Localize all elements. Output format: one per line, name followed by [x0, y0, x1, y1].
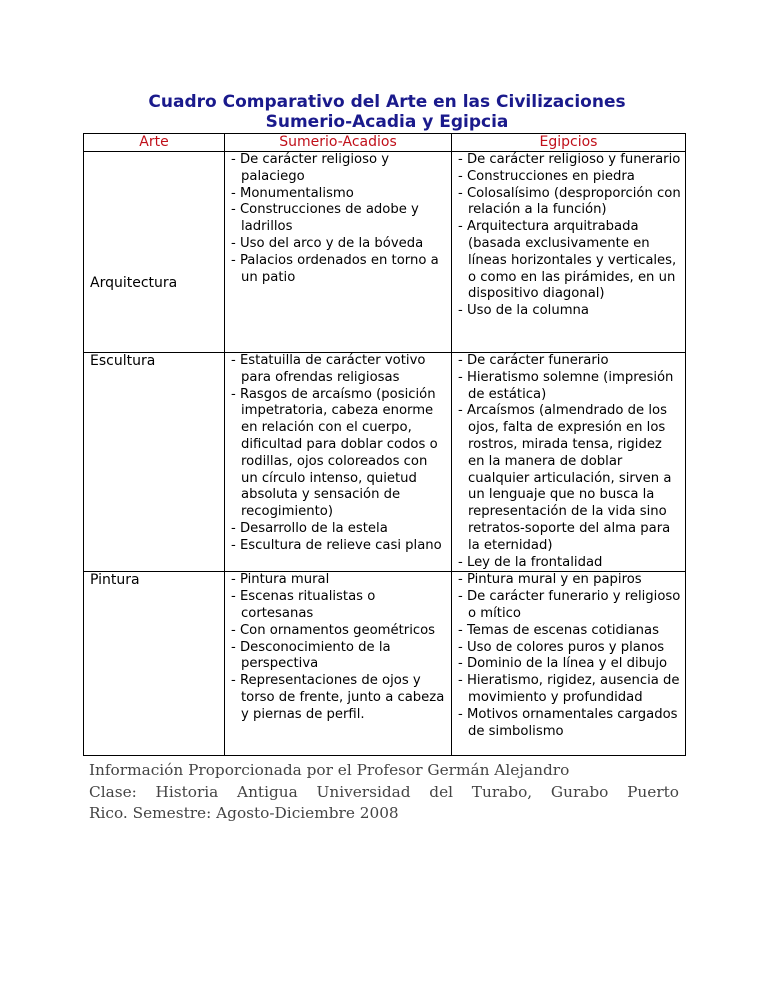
list-item: - Colosalísimo (desproporción con relación a la función) [458, 185, 681, 218]
document-title-line-2: Sumerio-Acadia y Egipcia [265, 112, 509, 132]
row-label-arquitectura [84, 152, 225, 353]
row-label-text: Escultura [90, 353, 156, 369]
cell-egipcios-pintura [452, 572, 686, 756]
list-item: - Pintura mural [231, 572, 330, 588]
list-item: - Hieratismo solemne (impresión de estática) [458, 369, 674, 402]
list-sumerio-arquitectura [225, 152, 451, 286]
cell-sumerio-escultura [225, 353, 452, 572]
header-sumerio-acadios: Sumerio-Acadios [225, 134, 452, 152]
table-row-pintura [84, 572, 686, 756]
cell-sumerio-arquitectura [225, 152, 452, 353]
comparison-table [83, 133, 686, 756]
list-item: - Desconocimiento de la perspectiva [231, 639, 391, 672]
row-label-text: Arquitectura [90, 275, 178, 291]
list-item: - Construcciones de adobe y ladrillos [231, 202, 419, 235]
list-sumerio-pintura [225, 572, 451, 723]
header-arte: Arte [84, 134, 225, 152]
list-item: - Ley de la frontalidad [458, 554, 603, 570]
footer-credits [89, 760, 679, 825]
list-item: - Rasgos de arcaísmo (posición impetratoria, cabeza enorme en relación con el cuerpo, dificultad para doblar codos o rodillas, ojos coloreados con un círculo intenso, quietud absoluta y sensación de recogimiento) [231, 386, 438, 520]
list-item: - Temas de escenas cotidianas [458, 622, 659, 638]
list-item: - Palacios ordenados en torno a un patio [231, 252, 439, 285]
header-egipcios: Egipcios [452, 134, 686, 152]
list-egipcios-pintura [452, 572, 685, 740]
list-item: - Construcciones en piedra [458, 168, 635, 184]
list-item: - Uso del arco y de la bóveda [231, 235, 424, 251]
list-item: - Motivos ornamentales cargados de simbolismo [458, 706, 678, 739]
list-item: - De carácter funerario y religioso o mítico [458, 589, 681, 621]
list-item: - De carácter religioso y palaciego [231, 152, 390, 184]
list-item: - Escenas ritualistas o cortesanas [231, 589, 376, 621]
table-header-row [84, 134, 686, 152]
table-row-arquitectura [84, 152, 686, 353]
cell-sumerio-pintura [225, 572, 452, 756]
list-item: - Arcaísmos (almendrado de los ojos, falta de expresión en los rostros, mirada tensa, rigidez en la manera de doblar cualquier articulación, sirven a un lenguaje que no busca la representación de la vida sino retratos-soporte del alma para la eternidad) [458, 403, 672, 553]
footer-line-3: Rico. Semestre: Agosto-Diciembre 2008 [89, 804, 399, 822]
list-item: - Estatuilla de carácter votivo para ofrendas religiosas [231, 353, 426, 385]
list-item: - Dominio de la línea y el dibujo [458, 656, 668, 672]
list-item: - De carácter funerario [458, 353, 609, 368]
footer-line-1: Información Proporcionada por el Profesor Germán Alejandro [89, 761, 570, 779]
cell-egipcios-escultura [452, 353, 686, 572]
list-item: - Representaciones de ojos y torso de frente, junto a cabeza y piernas de perfil. [231, 673, 445, 722]
table-row-escultura [84, 353, 686, 572]
list-egipcios-arquitectura [452, 152, 685, 320]
row-label-escultura [84, 353, 225, 572]
list-item: - Desarrollo de la estela [231, 520, 388, 536]
list-item: - Hieratismo, rigidez, ausencia de movimiento y profundidad [458, 673, 680, 705]
list-item: - Monumentalismo [231, 185, 354, 201]
cell-egipcios-arquitectura [452, 152, 686, 353]
list-item: - Arquitectura arquitrabada (basada exclusivamente en líneas horizontales y verticales, o como en las pirámides, en un dispositivo diagonal) [458, 219, 677, 302]
list-item: - Uso de colores puros y planos [458, 639, 665, 655]
list-item: - De carácter religioso y funerario [458, 152, 681, 167]
row-label-pintura [84, 572, 225, 756]
row-label-text: Pintura [90, 572, 140, 589]
list-sumerio-escultura [225, 353, 451, 555]
list-item: - Pintura mural y en papiros [458, 572, 642, 588]
list-egipcios-escultura [452, 353, 685, 571]
list-item: - Uso de la columna [458, 303, 589, 319]
list-item: - Con ornamentos geométricos [231, 622, 436, 638]
list-item: - Escultura de relieve casi plano [231, 537, 442, 553]
footer-line-2: Clase: Historia Antigua Universidad del Turabo, Gurabo Puerto [89, 782, 679, 801]
document-title-line-1: Cuadro Comparativo del Arte en las Civilizaciones [148, 92, 626, 112]
